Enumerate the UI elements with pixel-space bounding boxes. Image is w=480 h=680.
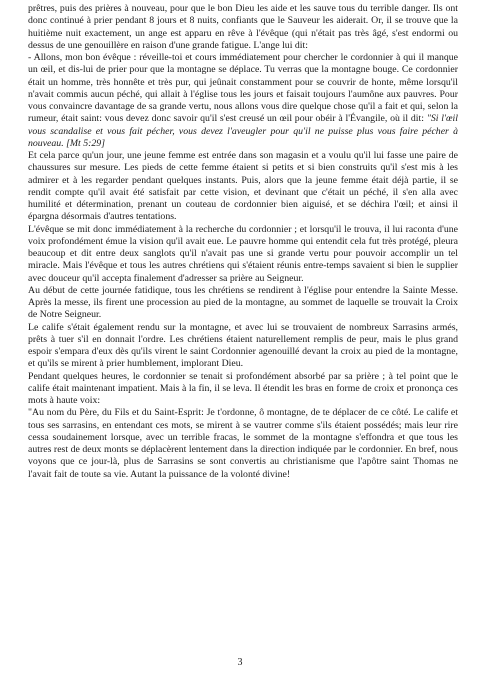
gospel-quote: "Si l'œil vous scandalise et vous fait pécher, vous devez l'aveugler pour qu'il ne puisse plus vous faire pécher à nouveau. [Mt 5:29]: [28, 113, 459, 149]
paragraph-2-text: - Allons, mon bon évêque : réveille-toi et cours immédiatement pour chercher le cordonnier à qui il manque un œil, et dis-lui de prier pour que la montagne se déplace. Tu verras que la montagne bouge. Ce cordonnier était un homme, très honnête et très pur, qui jeûnait constamment pour se couvrir de honte, même lorsqu'il n'avait commis aucun péché, qui allait à l'église tous les jours et faisait toujours l'aumône aux pauvres. Pour vous convaincre davantage de sa grande vertu, nous allons vous dire quelque chose qu'il a fait et qui, selon la rumeur, était saint: vous devez donc savoir qu'il s'est creusé un œil pour obéir à l'Évangile, où il dit:: [28, 52, 458, 125]
paragraph-5: Au début de cette journée fatidique, tous les chrétiens se rendirent à l'église pour entendre la Sainte Messe. Après la messe, ils firent une procession au pied de la montagne, au sommet de laquelle se trouvait la Croix de Notre Seigneur.: [28, 284, 458, 321]
body-text: [28, 3, 458, 481]
paragraph-3: Et cela parce qu'un jour, une jeune femme est entrée dans son magasin et a voulu qu'il lui fasse une paire de chaussures sur mesure. Les pieds de cette femme étaient si petits et si bien construits qu'il s'est mis à les admirer et à les regarder pendant quelques instants. Puis, alors que la jeune femme était déjà partie, il se rendit compte qu'il avait été satisfait par cette vision, et devinant que c'était un péché, il s'en alla avec humilité et détermination, prenant un couteau de cordonnier bien aiguisé, et se déchira l'œil; et ainsi il épargna désormais d'autres tentations.: [28, 150, 458, 223]
paragraph-6: Le calife s'était également rendu sur la montagne, et avec lui se trouvaient de nombreux Sarrasins armés, prêts à tuer s'il en donnait l'ordre. Les chrétiens étaient naturellement remplis de peur, mais le plus grand espoir s'empara d'eux dès qu'ils virent le saint Cordonnier agenouillé devant la croix au pied de la montagne, et qu'ils se mirent à prier humblement, implorant Dieu.: [28, 321, 458, 370]
paragraph-4: L'évêque se mit donc immédiatement à la recherche du cordonnier ; et lorsqu'il le trouva, il lui raconta d'une voix profondément émue la vision qu'il avait eue. Le pauvre homme qui entendit cela fut très protégé, pleura beaucoup et dit entre deux sanglots qu'il n'avait pas une si grande vertu pour pouvoir accomplir un tel miracle. Mais l'évêque et tous les autres chrétiens qui s'étaient réunis entre-temps savaient si bien le supplier avec douceur qu'il accepta finalement d'adresser sa prière au Seigneur.: [28, 223, 458, 284]
paragraph-8: "Au nom du Père, du Fils et du Saint-Esprit: Je t'ordonne, ô montagne, de te déplacer de ce côté. Le calife et tous ses sarrasins, en entendant ces mots, se mirent à se vautrer comme s'ils étaient possédés; mais leur rire cessa soudainement lorsque, avec un terrible fracas, le sommet de la montagne s'effondra et que tous les autres rest de deux monts se déplacèrent lentement dans la direction indiquée par le cordonnier. En bref, nous voyons que ce jour-là, plus de Sarrasins se sont convertis au christianisme que l'apôtre saint Thomas ne l'avait fait de toute sa vie. Autant la puissance de la volonté divine!: [28, 407, 458, 480]
paragraph-2: [28, 52, 458, 150]
paragraph-7: Pendant quelques heures, le cordonnier se tenait si profondément absorbé par sa prière ; à tel point que le calife était maintenant impatient. Mais à la fin, il se leva. Il étendit les bras en forme de croix et prononça ces mots à haute voix:: [28, 370, 458, 406]
page-number: 3: [237, 657, 243, 668]
paragraph-1: prêtres, puis des prières à nouveau, pour que le bon Dieu les aide et les sauve tous du terrible danger. Ils ont donc continué à prier pendant 8 jours et 8 nuits, confiants que le Sauveur les aiderait. Or, il se trouve que la huitième nuit exactement, un ange est apparu en rêve à l'évêque (qui n'était pas très âgé, s'est endormi ou dessus de une genouillère en raison d'une grande fatigue. L'ange lui dit:: [28, 3, 458, 51]
